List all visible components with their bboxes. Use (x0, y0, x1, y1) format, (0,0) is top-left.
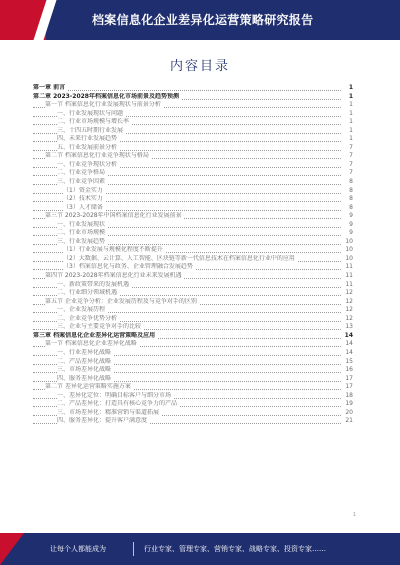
toc-entry-label: 第一节 档案信息化行业发展现状与前景分析 (45, 101, 161, 109)
toc-entry-page: 1 (348, 92, 353, 100)
toc-leader-dots (33, 90, 341, 91)
toc-entry[interactable] (33, 221, 353, 230)
toc-entry-page: 7 (349, 160, 353, 168)
toc-entry-page: 17 (345, 374, 353, 382)
toc-entry[interactable] (33, 298, 353, 307)
toc-entry-page: 7 (349, 152, 353, 160)
toc-entry[interactable] (33, 195, 353, 204)
report-title: 档案信息化企业差异化运营策略研究报告 (92, 13, 314, 27)
toc-entry[interactable] (33, 323, 353, 332)
toc-entry-label: 一、行业差异化战略 (57, 348, 112, 356)
toc-entry[interactable] (33, 238, 353, 247)
toc-entry-page: 13 (345, 323, 353, 331)
toc-entry-label: 二、产品差异化战略 (57, 357, 112, 365)
footer-tagline: 让每个人都能成为 (50, 545, 106, 553)
toc-entry-label: （3）档案信息化与政务、企业管理融合发展趋势 (63, 263, 193, 271)
toc-entry-label: 二、产品差异化：打造具有核心竞争力的产品 (57, 400, 178, 408)
toc-entry-label: （3）人才储备 (63, 203, 103, 211)
toc-entry-label: 一、行业发展现状 (57, 220, 106, 228)
toc-entry[interactable] (33, 246, 353, 255)
toc-entry[interactable] (33, 229, 353, 238)
toc-entry-page: 14 (345, 340, 353, 348)
toc-entry-label: 第四节 2023-2028年档案信息化行业未来发展机遇 (45, 272, 182, 280)
toc-entry-label: 二、行业细分领域机遇 (57, 289, 118, 297)
toc-entry[interactable] (33, 315, 353, 324)
toc-entry-page: 1 (349, 126, 353, 134)
toc-entry-label: 三、市场差异化：精准营销与渠道拓展 (57, 408, 160, 416)
toc-title: 内容目录 (169, 59, 230, 74)
toc-entry[interactable] (33, 204, 353, 213)
toc-entry-label: 第一章 前言 (33, 84, 66, 91)
toc-entry[interactable] (33, 375, 353, 384)
toc-entry[interactable] (33, 332, 353, 341)
toc-entry[interactable] (33, 101, 353, 110)
toc-entry-label: 二、企业竞争优势分析 (57, 314, 118, 322)
toc-entry-page: 7 (349, 143, 353, 151)
toc-entry-label: 第二节 档案信息化行业竞争现状与格局 (45, 152, 149, 160)
toc-entry-page: 12 (345, 289, 353, 297)
footer-subtitle: 行业专家、管理专家、营销专家、战略专家、投资专家…… (144, 545, 326, 553)
toc-entry-label: 四、未来行业发展趋势 (57, 135, 118, 143)
toc-entry-label: 三、行业发展趋势 (57, 237, 106, 245)
report-header (0, 0, 400, 40)
toc-entry[interactable] (33, 289, 353, 298)
toc-entry[interactable] (33, 417, 353, 426)
table-of-contents (33, 84, 353, 426)
page-number: 1 (352, 512, 356, 518)
toc-entry-page: 12 (345, 314, 353, 322)
toc-entry-label: 三、行业竞争因素 (57, 178, 106, 186)
toc-entry[interactable] (33, 84, 353, 93)
toc-entry[interactable] (33, 152, 353, 161)
toc-entry-page: 8 (349, 178, 353, 186)
toc-entry-page: 7 (349, 169, 353, 177)
toc-entry-label: 一、新政策带来的发展机遇 (57, 280, 130, 288)
toc-entry-label: 第二节 差异化运营策略实施方案 (45, 383, 131, 391)
toc-entry-label: 四、服务差异化：提升客户满意度 (57, 417, 148, 425)
toc-entry-page: 8 (349, 186, 353, 194)
toc-entry[interactable] (33, 127, 353, 136)
toc-entry-page: 14 (345, 348, 353, 356)
toc-entry[interactable] (33, 366, 353, 375)
toc-entry[interactable] (33, 263, 353, 272)
toc-entry-label: 二、行业市场规模 (57, 229, 106, 237)
toc-entry[interactable] (33, 340, 353, 349)
toc-entry-page: 1 (349, 109, 353, 117)
toc-entry[interactable] (33, 358, 353, 367)
toc-entry-page: 17 (345, 383, 353, 391)
toc-entry-page: 1 (349, 118, 353, 126)
toc-entry-page: 12 (345, 306, 353, 314)
report-footer (0, 533, 400, 565)
toc-entry-page: 16 (345, 366, 353, 374)
toc-entry[interactable] (33, 306, 353, 315)
toc-entry-page: 19 (345, 400, 353, 408)
toc-entry[interactable] (33, 178, 353, 187)
toc-entry-page: 14 (344, 331, 353, 339)
toc-entry-label: （2）大数据、云计算、人工智能、区块链等新一代信息技术在档案信息化行业中的应用 (63, 254, 295, 262)
toc-entry-page: 11 (345, 272, 353, 280)
toc-entry-label: 第三章 档案信息化企业差异化运营策略及应用 (33, 331, 156, 339)
toc-entry[interactable] (33, 255, 353, 264)
toc-entry[interactable] (33, 212, 353, 221)
toc-entry-page: 21 (345, 417, 353, 425)
toc-entry-label: 第五节 企业竞争分析：企业发展历程及与竞争对手的区别 (45, 297, 197, 305)
toc-entry-page: 1 (349, 135, 353, 143)
toc-entry[interactable] (33, 93, 353, 102)
toc-entry-label: 五、行业发展前景分析 (57, 143, 118, 151)
toc-entry[interactable] (33, 383, 353, 392)
toc-entry[interactable] (33, 400, 353, 409)
toc-entry-page: 8 (349, 203, 353, 211)
toc-entry[interactable] (33, 187, 353, 196)
toc-entry[interactable] (33, 144, 353, 153)
toc-entry[interactable] (33, 281, 353, 290)
toc-entry-label: 二、行业市场规模与增长率 (57, 118, 130, 126)
toc-entry-label: 三、市场差异化战略 (57, 366, 112, 374)
toc-entry-label: 第一节 档案信息化企业差异化战略 (45, 340, 137, 348)
toc-entry[interactable] (33, 161, 353, 170)
toc-entry-page: 1 (348, 84, 353, 91)
toc-entry-page: 9 (349, 212, 353, 220)
toc-entry-page: 11 (345, 263, 353, 271)
toc-entry[interactable] (33, 409, 353, 418)
footer-red-wedge (0, 533, 24, 565)
toc-entry-label: 一、企业发展历程 (57, 306, 106, 314)
toc-entry-label: （1）资金实力 (63, 186, 103, 194)
toc-entry-label: 二、行业竞争格局 (57, 169, 106, 177)
toc-entry[interactable] (33, 110, 353, 119)
toc-entry-page: 1 (349, 101, 353, 109)
toc-entry-page: 10 (345, 254, 353, 262)
toc-entry[interactable] (33, 135, 353, 144)
toc-entry[interactable] (33, 118, 353, 127)
toc-entry-label: （1）行业发展与规模化程度不断提升 (63, 246, 163, 254)
toc-entry-page: 9 (349, 220, 353, 228)
toc-entry-label: （2）技术实力 (63, 195, 103, 203)
toc-entry-page: 10 (345, 246, 353, 254)
toc-entry-label: 四、服务差异化战略 (57, 374, 112, 382)
toc-entry-label: 一、行业发展现状与问题 (57, 109, 124, 117)
toc-entry-label: 一、差异化定位：明确目标客户与细分市场 (57, 391, 172, 399)
toc-entry-page: 12 (345, 297, 353, 305)
toc-entry[interactable] (33, 392, 353, 401)
toc-entry-page: 10 (345, 237, 353, 245)
toc-entry-page: 15 (345, 357, 353, 365)
toc-entry[interactable] (33, 169, 353, 178)
toc-entry-label: 第三节 2023-2028年中国档案信息化行业发展前景 (45, 212, 182, 220)
toc-entry-label: 第二章 2023-2028年档案信息化市场前景及趋势预测 (33, 92, 179, 100)
toc-entry-page: 18 (345, 391, 353, 399)
toc-entry[interactable] (33, 272, 353, 281)
toc-entry-page: 9 (349, 229, 353, 237)
toc-entry-page: 11 (345, 280, 353, 288)
toc-entry-label: 三、十四五时期行业发展 (57, 126, 124, 134)
toc-entry-page: 20 (345, 408, 353, 416)
toc-entry-label: 三、企业与主要竞争对手的比较 (57, 323, 142, 331)
toc-entry[interactable] (33, 349, 353, 358)
toc-entry-label: 一、行业竞争现状分析 (57, 160, 118, 168)
toc-entry-page: 8 (349, 195, 353, 203)
footer-divider (133, 542, 134, 556)
